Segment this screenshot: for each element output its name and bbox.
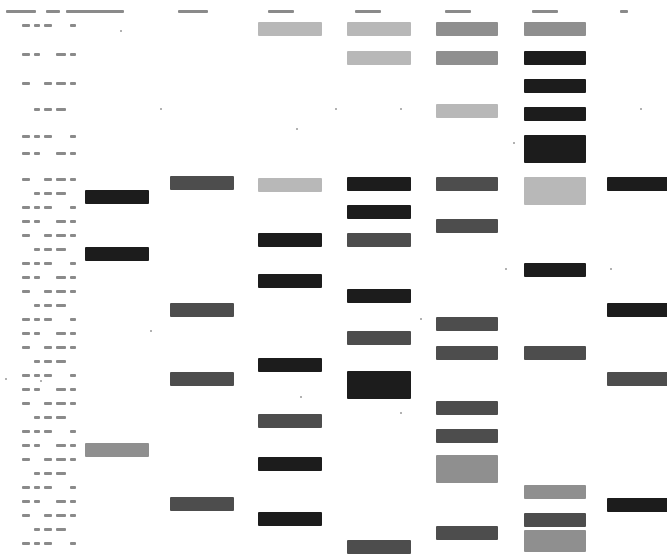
band bbox=[436, 317, 498, 331]
label-mark bbox=[34, 53, 40, 56]
band bbox=[524, 135, 586, 163]
band bbox=[524, 263, 586, 277]
label-mark bbox=[44, 248, 52, 251]
label-mark bbox=[44, 542, 52, 545]
band bbox=[436, 346, 498, 360]
label-mark bbox=[70, 402, 76, 405]
band bbox=[524, 79, 586, 93]
band bbox=[436, 219, 498, 233]
label-mark bbox=[56, 276, 66, 279]
band bbox=[258, 512, 322, 526]
label-mark bbox=[56, 304, 66, 307]
label-mark bbox=[44, 206, 52, 209]
label-mark bbox=[34, 192, 40, 195]
band bbox=[436, 401, 498, 415]
header-mark bbox=[355, 10, 381, 13]
label-mark bbox=[56, 108, 66, 111]
band bbox=[347, 233, 411, 247]
label-mark bbox=[34, 108, 40, 111]
noise-speck bbox=[400, 412, 402, 414]
label-mark bbox=[22, 220, 30, 223]
label-mark bbox=[22, 402, 30, 405]
label-mark bbox=[34, 444, 40, 447]
label-mark bbox=[44, 234, 52, 237]
band bbox=[347, 289, 411, 303]
label-mark bbox=[22, 206, 30, 209]
label-mark bbox=[22, 346, 30, 349]
label-mark bbox=[70, 262, 76, 265]
band bbox=[347, 22, 411, 36]
label-mark bbox=[70, 178, 76, 181]
label-mark bbox=[70, 388, 76, 391]
label-mark bbox=[70, 332, 76, 335]
label-mark bbox=[34, 360, 40, 363]
label-mark bbox=[70, 486, 76, 489]
label-mark bbox=[56, 500, 66, 503]
band bbox=[436, 429, 498, 443]
label-mark bbox=[56, 416, 66, 419]
label-mark bbox=[70, 374, 76, 377]
label-mark bbox=[70, 500, 76, 503]
label-mark bbox=[70, 458, 76, 461]
noise-speck bbox=[150, 330, 152, 332]
noise-speck bbox=[300, 396, 302, 398]
label-mark bbox=[70, 234, 76, 237]
label-mark bbox=[34, 206, 40, 209]
label-mark bbox=[56, 53, 66, 56]
noise-speck bbox=[513, 142, 515, 144]
label-mark bbox=[44, 24, 52, 27]
label-mark bbox=[34, 374, 40, 377]
label-mark bbox=[22, 152, 30, 155]
label-mark bbox=[34, 528, 40, 531]
band bbox=[258, 178, 322, 192]
band bbox=[436, 51, 498, 65]
label-mark bbox=[56, 346, 66, 349]
label-mark bbox=[22, 486, 30, 489]
band bbox=[436, 455, 498, 483]
label-mark bbox=[34, 500, 40, 503]
label-mark bbox=[44, 346, 52, 349]
label-mark bbox=[34, 332, 40, 335]
label-mark bbox=[56, 360, 66, 363]
label-mark bbox=[70, 220, 76, 223]
label-mark bbox=[44, 458, 52, 461]
band bbox=[170, 497, 234, 511]
label-mark bbox=[44, 374, 52, 377]
label-mark bbox=[56, 178, 66, 181]
header-mark bbox=[6, 10, 36, 13]
label-mark bbox=[56, 444, 66, 447]
label-mark bbox=[34, 304, 40, 307]
header-mark bbox=[178, 10, 208, 13]
label-mark bbox=[70, 318, 76, 321]
label-mark bbox=[34, 276, 40, 279]
label-mark bbox=[56, 402, 66, 405]
noise-speck bbox=[640, 108, 642, 110]
label-mark bbox=[34, 416, 40, 419]
label-mark bbox=[22, 374, 30, 377]
band bbox=[85, 190, 149, 204]
label-mark bbox=[34, 220, 40, 223]
label-mark bbox=[56, 82, 66, 85]
band bbox=[524, 346, 586, 360]
label-mark bbox=[22, 514, 30, 517]
label-mark bbox=[22, 542, 30, 545]
label-mark bbox=[44, 192, 52, 195]
label-mark bbox=[44, 430, 52, 433]
band bbox=[524, 530, 586, 552]
label-mark bbox=[34, 24, 40, 27]
label-mark bbox=[44, 82, 52, 85]
band bbox=[258, 274, 322, 288]
band bbox=[347, 331, 411, 345]
band bbox=[524, 107, 586, 121]
label-mark bbox=[70, 542, 76, 545]
band bbox=[258, 414, 322, 428]
label-mark bbox=[56, 472, 66, 475]
band bbox=[524, 513, 586, 527]
noise-speck bbox=[296, 128, 298, 130]
label-mark bbox=[22, 53, 30, 56]
noise-speck bbox=[5, 378, 7, 380]
label-mark bbox=[70, 276, 76, 279]
band bbox=[436, 526, 498, 540]
header-mark bbox=[532, 10, 558, 13]
noise-speck bbox=[40, 380, 42, 382]
label-mark bbox=[22, 82, 30, 85]
label-mark bbox=[22, 290, 30, 293]
label-mark bbox=[22, 234, 30, 237]
label-mark bbox=[56, 234, 66, 237]
band bbox=[607, 372, 667, 386]
label-mark bbox=[70, 444, 76, 447]
label-mark bbox=[70, 82, 76, 85]
label-mark bbox=[56, 152, 66, 155]
label-mark bbox=[44, 262, 52, 265]
band bbox=[347, 371, 411, 399]
label-mark bbox=[34, 472, 40, 475]
header-mark bbox=[46, 10, 60, 13]
label-mark bbox=[44, 416, 52, 419]
band bbox=[436, 104, 498, 118]
label-mark bbox=[44, 304, 52, 307]
band bbox=[85, 443, 149, 457]
band bbox=[170, 176, 234, 190]
band bbox=[85, 247, 149, 261]
label-mark bbox=[56, 192, 66, 195]
label-mark bbox=[44, 108, 52, 111]
label-mark bbox=[34, 318, 40, 321]
label-mark bbox=[70, 24, 76, 27]
band bbox=[607, 498, 667, 512]
label-mark bbox=[70, 290, 76, 293]
label-mark bbox=[34, 135, 40, 138]
label-mark bbox=[44, 486, 52, 489]
label-mark bbox=[34, 430, 40, 433]
header-mark bbox=[445, 10, 471, 13]
band bbox=[524, 485, 586, 499]
band bbox=[524, 51, 586, 65]
label-mark bbox=[44, 290, 52, 293]
label-mark bbox=[56, 514, 66, 517]
label-mark bbox=[70, 514, 76, 517]
band bbox=[347, 51, 411, 65]
label-mark bbox=[44, 528, 52, 531]
header-mark bbox=[268, 10, 294, 13]
band bbox=[347, 205, 411, 219]
band bbox=[170, 372, 234, 386]
label-mark bbox=[22, 500, 30, 503]
label-mark bbox=[70, 206, 76, 209]
label-mark bbox=[34, 388, 40, 391]
label-mark bbox=[70, 430, 76, 433]
label-mark bbox=[56, 332, 66, 335]
label-mark bbox=[56, 290, 66, 293]
label-mark bbox=[22, 24, 30, 27]
header-mark bbox=[66, 10, 124, 13]
label-mark bbox=[44, 402, 52, 405]
band bbox=[436, 177, 498, 191]
noise-speck bbox=[335, 108, 337, 110]
band bbox=[524, 22, 586, 36]
noise-speck bbox=[400, 108, 402, 110]
band bbox=[436, 22, 498, 36]
band bbox=[170, 303, 234, 317]
label-mark bbox=[22, 276, 30, 279]
label-mark bbox=[22, 135, 30, 138]
label-mark bbox=[44, 360, 52, 363]
label-mark bbox=[44, 318, 52, 321]
label-mark bbox=[56, 220, 66, 223]
label-mark bbox=[44, 514, 52, 517]
label-mark bbox=[22, 262, 30, 265]
label-mark bbox=[22, 430, 30, 433]
label-mark bbox=[22, 444, 30, 447]
label-mark bbox=[22, 178, 30, 181]
label-mark bbox=[34, 248, 40, 251]
label-mark bbox=[34, 152, 40, 155]
band bbox=[607, 177, 667, 191]
header-mark bbox=[620, 10, 628, 13]
noise-speck bbox=[420, 318, 422, 320]
label-mark bbox=[44, 135, 52, 138]
label-mark bbox=[22, 332, 30, 335]
band bbox=[258, 22, 322, 36]
label-mark bbox=[56, 388, 66, 391]
label-mark bbox=[22, 388, 30, 391]
band bbox=[258, 457, 322, 471]
band bbox=[258, 358, 322, 372]
label-mark bbox=[34, 542, 40, 545]
noise-speck bbox=[120, 30, 122, 32]
label-mark bbox=[56, 248, 66, 251]
noise-speck bbox=[505, 268, 507, 270]
label-mark bbox=[56, 458, 66, 461]
band bbox=[347, 177, 411, 191]
band bbox=[607, 303, 667, 317]
label-mark bbox=[34, 262, 40, 265]
label-mark bbox=[70, 346, 76, 349]
label-mark bbox=[70, 53, 76, 56]
label-mark bbox=[22, 458, 30, 461]
label-mark bbox=[22, 318, 30, 321]
band bbox=[258, 233, 322, 247]
noise-speck bbox=[160, 108, 162, 110]
band bbox=[347, 540, 411, 554]
label-mark bbox=[44, 178, 52, 181]
label-mark bbox=[56, 528, 66, 531]
label-mark bbox=[70, 135, 76, 138]
label-mark bbox=[34, 486, 40, 489]
noise-speck bbox=[610, 268, 612, 270]
band bbox=[524, 177, 586, 205]
label-mark bbox=[44, 472, 52, 475]
label-mark bbox=[70, 152, 76, 155]
